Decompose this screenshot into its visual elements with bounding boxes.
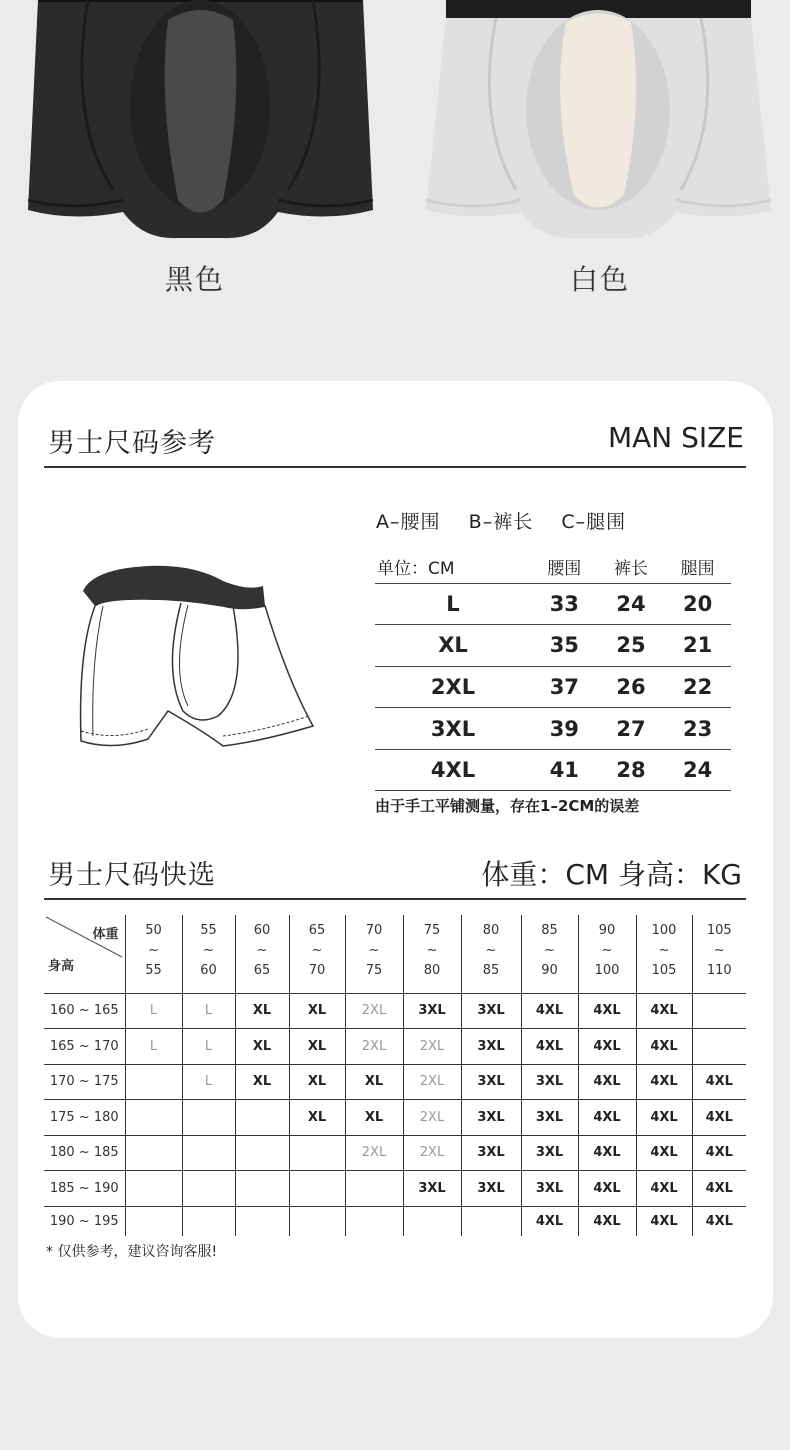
header-leg: 腿围 — [664, 551, 731, 583]
weight-min: 100 — [651, 923, 677, 938]
weight-max: 65 — [253, 963, 271, 978]
size-cell — [289, 1206, 345, 1236]
height-row — [44, 1206, 746, 1236]
size-cell: 4XL — [636, 1064, 692, 1100]
measurement-value: 26 — [598, 666, 665, 708]
weight-min: 50 — [145, 923, 162, 938]
weight-range-header — [235, 915, 289, 993]
quick-select-note: * 仅供参考，建议咨询客服! — [46, 1244, 218, 1260]
color-label-white: 白色 — [569, 263, 630, 296]
tilde: ~ — [203, 943, 214, 958]
weight-max: 60 — [200, 963, 217, 978]
size-cell: XL — [235, 1064, 289, 1100]
height-range: 190 ~ 195 — [44, 1206, 125, 1236]
measurement-row — [375, 708, 731, 750]
weight-min: 75 — [423, 923, 441, 938]
measurement-table — [375, 551, 731, 791]
size-reference-title: 男士尺码参考 — [48, 428, 216, 459]
measurement-value: 37 — [531, 666, 598, 708]
header-length: 裤长 — [598, 551, 665, 583]
size-cell: 3XL — [461, 1064, 521, 1100]
weight-min: 85 — [541, 923, 558, 938]
size-cell — [235, 1206, 289, 1236]
size-cell: 3XL — [403, 1171, 461, 1207]
tilde: ~ — [485, 943, 497, 958]
height-row — [44, 993, 746, 1029]
size-cell: XL — [235, 993, 289, 1029]
size-cell: 4XL — [636, 1171, 692, 1207]
size-label: 4XL — [375, 749, 531, 791]
size-cell — [289, 1171, 345, 1207]
size-cell: 3XL — [403, 993, 461, 1029]
size-cell: 4XL — [692, 1100, 746, 1136]
size-cell — [461, 1206, 521, 1236]
weight-range-header — [636, 915, 692, 993]
measurement-value: 28 — [598, 749, 665, 791]
size-cell: 3XL — [521, 1100, 578, 1136]
size-cell: 4XL — [521, 1206, 578, 1236]
height-range: 185 ~ 190 — [44, 1171, 125, 1207]
size-cell: 2XL — [345, 993, 403, 1029]
height-row — [44, 1135, 746, 1171]
size-label: XL — [375, 625, 531, 667]
size-reference-title-en: MAN SIZE — [607, 421, 744, 454]
size-cell: 2XL — [403, 1029, 461, 1065]
size-cell — [125, 1100, 182, 1136]
size-cell: L — [125, 993, 182, 1029]
weight-range-header — [182, 915, 235, 993]
measurement-value: 41 — [531, 749, 598, 791]
divider — [44, 466, 746, 468]
measurement-value: 35 — [531, 625, 598, 667]
size-cell: 4XL — [692, 1064, 746, 1100]
measurement-row — [375, 583, 731, 625]
size-cell: L — [182, 993, 235, 1029]
corner-weight-label: 体重 — [92, 927, 119, 942]
size-cell — [403, 1206, 461, 1236]
size-cell: 4XL — [521, 1029, 578, 1065]
tilde: ~ — [601, 943, 613, 958]
size-cell: 4XL — [578, 1171, 636, 1207]
size-cell: 4XL — [636, 993, 692, 1029]
measurement-row — [375, 666, 731, 708]
weight-min: 105 — [706, 923, 732, 938]
corner-height-label: 身高 — [48, 958, 75, 974]
weight-min: 80 — [482, 923, 500, 938]
size-cell: XL — [289, 1029, 345, 1065]
measurement-value: 39 — [531, 708, 598, 750]
size-cell — [182, 1206, 235, 1236]
weight-range-header — [461, 915, 521, 993]
height-range: 165 ~ 170 — [44, 1029, 125, 1065]
size-cell: 3XL — [521, 1171, 578, 1207]
tilde: ~ — [311, 943, 323, 958]
weight-max: 80 — [423, 963, 441, 978]
grid-corner — [44, 915, 125, 993]
weight-range-header — [345, 915, 403, 993]
weight-range-header — [578, 915, 636, 993]
color-label-black: 黑色 — [164, 263, 225, 296]
weight-min: 65 — [308, 923, 326, 938]
size-cell: 4XL — [692, 1171, 746, 1207]
product-image-white[interactable] — [426, 0, 771, 240]
measurement-value: 25 — [598, 625, 665, 667]
measurement-value: 33 — [531, 583, 598, 625]
size-cell: 3XL — [461, 1100, 521, 1136]
size-cell: L — [182, 1029, 235, 1065]
size-cell: 4XL — [705, 1213, 733, 1229]
tilde: ~ — [544, 943, 555, 958]
weight-min: 70 — [365, 923, 383, 938]
briefs-diagram — [73, 561, 318, 756]
size-cell — [692, 1029, 746, 1065]
height-range: 180 ~ 185 — [44, 1135, 125, 1171]
size-cell: 4XL — [578, 1135, 636, 1171]
size-cell — [182, 1171, 235, 1207]
measurement-row — [375, 625, 731, 667]
measurement-value: 22 — [664, 666, 731, 708]
weight-range-header — [692, 915, 746, 993]
size-cell: 4XL — [578, 1206, 636, 1236]
size-cell: 4XL — [636, 1135, 692, 1171]
height-row — [44, 1100, 746, 1136]
weight-max: 110 — [706, 963, 732, 978]
measurement-value: 24 — [598, 583, 665, 625]
size-cell: 4XL — [578, 1064, 636, 1100]
size-cell: XL — [345, 1100, 403, 1136]
height-row — [44, 1171, 746, 1207]
quick-select-units: 体重：CM 身高：KG — [481, 858, 742, 891]
height-row — [44, 1064, 746, 1100]
size-label: 2XL — [375, 666, 531, 708]
size-cell: 3XL — [461, 1029, 521, 1065]
size-cell: 2XL — [403, 1064, 461, 1100]
size-cell: 4XL — [636, 1029, 692, 1065]
size-cell — [345, 1206, 403, 1236]
height-range: 175 ~ 180 — [44, 1100, 125, 1136]
weight-range-header — [403, 915, 461, 993]
measurement-value: 27 — [598, 708, 665, 750]
size-label: 3XL — [375, 708, 531, 750]
size-cell: XL — [235, 1029, 289, 1065]
tilde: ~ — [148, 943, 159, 958]
size-cell: 2XL — [345, 1135, 403, 1171]
size-chart-card — [18, 381, 773, 1338]
size-cell: XL — [289, 993, 345, 1029]
measurement-value: 24 — [664, 749, 731, 791]
weight-min: 90 — [598, 923, 616, 938]
weight-range-header — [289, 915, 345, 993]
size-cell: 3XL — [461, 1171, 521, 1207]
size-cell: 4XL — [578, 1029, 636, 1065]
size-cell: 3XL — [521, 1064, 578, 1100]
size-cell: 3XL — [461, 1135, 521, 1171]
size-cell — [235, 1171, 289, 1207]
height-row — [44, 1029, 746, 1065]
product-image-black[interactable] — [28, 0, 373, 240]
weight-max: 85 — [482, 963, 500, 978]
tilde: ~ — [426, 943, 438, 958]
tilde: ~ — [658, 943, 670, 958]
size-label: L — [375, 583, 531, 625]
height-range: 160 ~ 165 — [44, 993, 125, 1029]
weight-max: 75 — [365, 963, 383, 978]
size-cell: XL — [289, 1100, 345, 1136]
weight-max: 70 — [308, 963, 326, 978]
size-cell: 4XL — [578, 993, 636, 1029]
size-cell — [125, 1064, 182, 1100]
size-cell: 2XL — [403, 1135, 461, 1171]
weight-max: 55 — [145, 963, 162, 978]
size-cell — [235, 1135, 289, 1171]
measurement-value: 21 — [664, 625, 731, 667]
size-cell: 2XL — [403, 1100, 461, 1136]
measurement-value: 20 — [664, 583, 731, 625]
weight-max: 105 — [651, 963, 677, 978]
tilde: ~ — [256, 943, 268, 958]
tilde: ~ — [713, 943, 725, 958]
size-cell: 4XL — [692, 1135, 746, 1171]
size-cell: 4XL — [636, 1100, 692, 1136]
size-cell: 4XL — [578, 1100, 636, 1136]
size-cell: 4XL — [521, 993, 578, 1029]
size-cell: 3XL — [521, 1135, 578, 1171]
height-range: 170 ~ 175 — [44, 1064, 125, 1100]
size-cell — [692, 993, 746, 1029]
size-cell — [289, 1135, 345, 1171]
divider — [44, 898, 746, 900]
weight-min: 55 — [200, 923, 217, 938]
weight-min: 60 — [253, 923, 271, 938]
quick-select-grid — [44, 915, 746, 1236]
size-cell — [182, 1100, 235, 1136]
header-waist: 腰围 — [531, 551, 598, 583]
weight-range-header — [125, 915, 182, 993]
measurement-note: 由于手工平铺测量，存在1–2CM的误差 — [375, 797, 640, 815]
size-cell — [182, 1135, 235, 1171]
header-unit: 单位：CM — [375, 551, 531, 583]
weight-max: 100 — [594, 963, 620, 978]
quick-select-title: 男士尺码快选 — [48, 860, 216, 891]
measurement-value: 23 — [664, 708, 731, 750]
size-cell: 2XL — [345, 1029, 403, 1065]
weight-range-header — [521, 915, 578, 993]
size-cell: 3XL — [461, 993, 521, 1029]
weight-max: 90 — [541, 963, 558, 978]
size-cell — [125, 1171, 182, 1207]
size-cell — [235, 1100, 289, 1136]
tilde: ~ — [368, 943, 380, 958]
measurement-legend: A–腰围 B–裤长 C–腿围 — [376, 511, 627, 533]
size-cell: 4XL — [636, 1206, 692, 1236]
size-cell: L — [182, 1064, 235, 1100]
size-cell: XL — [289, 1064, 345, 1100]
size-cell — [125, 1206, 182, 1236]
measurement-row — [375, 749, 731, 791]
size-cell — [125, 1135, 182, 1171]
size-cell: L — [125, 1029, 182, 1065]
size-cell: XL — [345, 1064, 403, 1100]
size-cell — [345, 1171, 403, 1207]
